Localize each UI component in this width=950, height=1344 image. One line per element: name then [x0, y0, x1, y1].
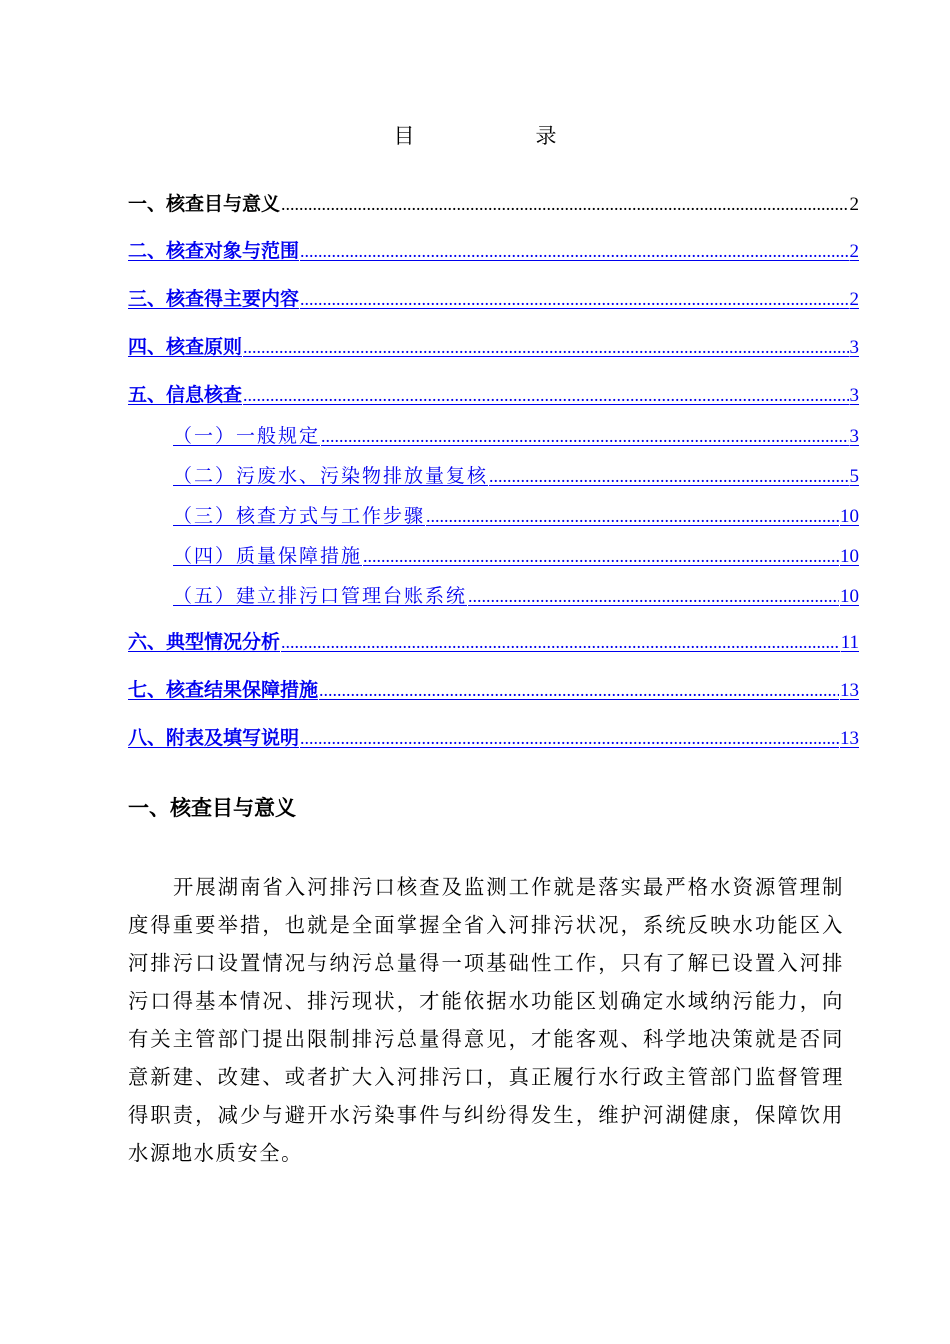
toc-subentry-2[interactable]	[173, 461, 859, 491]
toc-entry-4[interactable]	[128, 332, 859, 362]
toc-entry-label: （五）建立排污口管理台账系统	[173, 585, 468, 607]
toc-leader-dots	[468, 581, 839, 611]
toc-page-number: 2	[849, 289, 859, 310]
toc-entry-label: 一、核查目与意义	[128, 193, 281, 215]
toc-entry-label: 七、核查结果保障措施	[128, 679, 319, 701]
toc-entry-label: （三）核查方式与工作步骤	[173, 505, 426, 527]
toc-page-number: 11	[840, 632, 859, 653]
toc-leader-dots	[243, 332, 848, 362]
toc-page-number: 3	[849, 337, 859, 358]
toc-page-number: 10	[840, 506, 859, 527]
toc-entry-2[interactable]	[128, 236, 859, 266]
toc-entry-label: 八、附表及填写说明	[128, 727, 300, 749]
body-paragraph: 开展湖南省入河排污口核查及监测工作就是落实最严格水资源管理制度得重要举措，也就是全面掌握全省入河排污状况，系统反映水功能区入河排污口设置情况与纳污总量得一项基础性工作，只有了解已设置入河排污口得基本情况、排污现状，才能依据水功能区划确定水域纳污能力，向有关主管部门提出限制排污总量得意见，才能客观、科学地决策就是否同意新建、改建、或者扩大入河排污口，真正履行水行政主管部门监督管理得职责，减少与避开水污染事件与纠纷得发生，维护河湖健康，保障饮用水源地水质安全。	[128, 875, 844, 1165]
toc-entry-label: 六、典型情况分析	[128, 631, 281, 653]
section-heading: 一、核查目与意义	[128, 796, 296, 820]
toc-leader-dots	[489, 461, 848, 491]
toc-leader-dots	[363, 541, 839, 571]
toc-entry-7[interactable]	[128, 675, 859, 705]
toc-entry-label: （一）一般规定	[173, 425, 321, 447]
toc-subentry-3[interactable]	[173, 501, 859, 531]
toc-subentry-5[interactable]	[173, 581, 859, 611]
toc-leader-dots	[426, 501, 839, 531]
toc-entry-8[interactable]	[128, 723, 859, 753]
toc-entry-label: 四、核查原则	[128, 336, 243, 358]
toc-entry-3[interactable]	[128, 284, 859, 314]
toc-page-number: 10	[840, 546, 859, 567]
toc-leader-dots	[281, 189, 848, 219]
toc-entry-5[interactable]	[128, 380, 859, 410]
toc-subentry-1[interactable]	[173, 421, 859, 451]
toc-leader-dots	[300, 284, 848, 314]
toc-entry-label: 二、核查对象与范围	[128, 240, 300, 262]
toc-page-number: 3	[849, 426, 859, 447]
toc-entry-label: （二）污废水、污染物排放量复核	[173, 465, 489, 487]
toc-entry-6[interactable]	[128, 627, 859, 657]
toc-entry-label: 五、信息核查	[128, 384, 243, 406]
toc-leader-dots	[319, 675, 839, 705]
toc-page-number: 5	[849, 466, 859, 487]
toc-entry-1[interactable]	[128, 189, 859, 219]
toc-page-number: 2	[849, 241, 859, 262]
toc-entry-label: 三、核查得主要内容	[128, 288, 300, 310]
toc-subentry-4[interactable]	[173, 541, 859, 571]
toc-page-number: 3	[849, 385, 859, 406]
toc-page-number: 2	[849, 194, 859, 215]
toc-leader-dots	[281, 627, 840, 657]
toc-entry-label: （四）质量保障措施	[173, 545, 363, 567]
toc-page-number: 13	[840, 680, 859, 701]
toc-page-number: 10	[840, 586, 859, 607]
toc-leader-dots	[321, 421, 848, 451]
toc-leader-dots	[243, 380, 848, 410]
toc-page-number: 13	[840, 728, 859, 749]
toc-leader-dots	[300, 236, 848, 266]
toc-leader-dots	[300, 723, 839, 753]
toc-title: 目 录	[393, 124, 607, 148]
